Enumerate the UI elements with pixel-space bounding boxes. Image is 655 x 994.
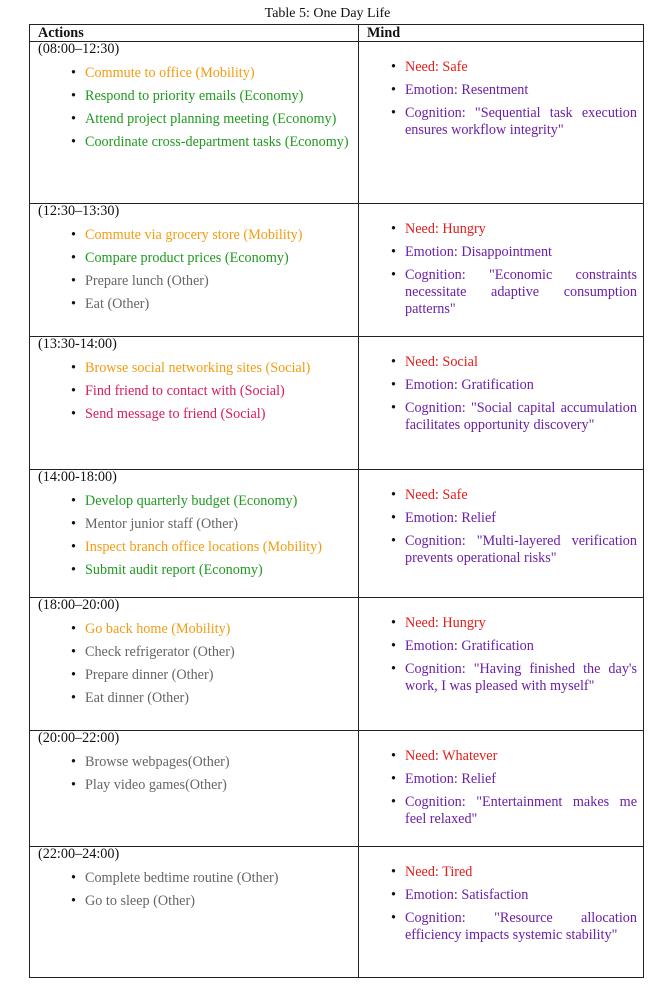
mind-list xyxy=(368,748,637,828)
action-list xyxy=(38,621,352,707)
cognition-item: • Cognition: "Having finished the day's work, I was pleased with myself" xyxy=(405,661,637,695)
action-item: • Complete bedtime routine (Other) xyxy=(85,870,352,887)
mind-cell xyxy=(359,598,644,731)
mind-cell xyxy=(359,337,644,470)
mind-header: Mind xyxy=(359,25,644,42)
action-list xyxy=(38,493,352,579)
time-range: (13:30-14:00) xyxy=(38,336,117,352)
table-row xyxy=(30,847,644,978)
need-item: • Need: Whatever xyxy=(405,748,637,765)
action-item: • Coordinate cross-department tasks (Economy) xyxy=(85,134,352,151)
emotion-item: • Emotion: Resentment xyxy=(405,82,637,99)
action-list xyxy=(38,870,352,910)
action-item: • Develop quarterly budget (Economy) xyxy=(85,493,352,510)
time-range: (22:00–24:00) xyxy=(38,846,120,862)
action-item: • Browse webpages(Other) xyxy=(85,754,352,771)
action-item: • Compare product prices (Economy) xyxy=(85,250,352,267)
cognition-item: • Cognition: "Social capital accumulation facilitates opportunity discovery" xyxy=(405,400,637,434)
action-item: • Submit audit report (Economy) xyxy=(85,562,352,579)
emotion-item: • Emotion: Gratification xyxy=(405,377,637,394)
cognition-item: • Cognition: "Resource allocation efficiency impacts systemic stability" xyxy=(405,910,637,944)
time-range: (20:00–22:00) xyxy=(38,730,120,746)
action-item: • Attend project planning meeting (Economy) xyxy=(85,111,352,128)
need-item: • Need: Safe xyxy=(405,59,637,76)
table-row xyxy=(30,470,644,598)
mind-list xyxy=(368,59,637,139)
action-item: • Mentor junior staff (Other) xyxy=(85,516,352,533)
mind-cell xyxy=(359,847,644,978)
mind-list xyxy=(368,221,637,318)
one-day-life-table xyxy=(29,24,644,978)
emotion-item: • Emotion: Disappointment xyxy=(405,244,637,261)
action-item: • Play video games(Other) xyxy=(85,777,352,794)
need-item: • Need: Hungry xyxy=(405,615,637,632)
mind-list xyxy=(368,487,637,567)
action-item: • Respond to priority emails (Economy) xyxy=(85,88,352,105)
table-caption: Table 5: One Day Life xyxy=(264,6,391,21)
time-range: (14:00-18:00) xyxy=(38,469,117,485)
action-list xyxy=(38,65,352,151)
action-item: • Find friend to contact with (Social) xyxy=(85,383,352,400)
action-item: • Prepare dinner (Other) xyxy=(85,667,352,684)
action-item: • Eat (Other) xyxy=(85,296,352,313)
need-item: • Need: Safe xyxy=(405,487,637,504)
emotion-item: • Emotion: Relief xyxy=(405,771,637,788)
actions-cell xyxy=(30,731,359,847)
actions-cell xyxy=(30,42,359,204)
cognition-item: • Cognition: "Sequential task execution ensures workflow integrity" xyxy=(405,105,637,139)
mind-cell xyxy=(359,731,644,847)
table-row xyxy=(30,598,644,731)
actions-cell xyxy=(30,470,359,598)
time-range: (18:00–20:00) xyxy=(38,597,120,613)
mind-list xyxy=(368,864,637,944)
table-body xyxy=(30,42,644,978)
need-item: • Need: Social xyxy=(405,354,637,371)
action-item: • Go to sleep (Other) xyxy=(85,893,352,910)
actions-cell xyxy=(30,204,359,337)
actions-cell xyxy=(30,337,359,470)
time-range: (12:30–13:30) xyxy=(38,203,120,219)
actions-cell xyxy=(30,847,359,978)
mind-cell xyxy=(359,204,644,337)
table-row xyxy=(30,731,644,847)
mind-cell xyxy=(359,470,644,598)
action-item: • Check refrigerator (Other) xyxy=(85,644,352,661)
need-item: • Need: Hungry xyxy=(405,221,637,238)
mind-list xyxy=(368,354,637,434)
action-item: • Inspect branch office locations (Mobility) xyxy=(85,539,352,556)
emotion-item: • Emotion: Gratification xyxy=(405,638,637,655)
emotion-item: • Emotion: Satisfaction xyxy=(405,887,637,904)
cognition-item: • Cognition: "Economic constraints necessitate adaptive consumption patterns" xyxy=(405,267,637,318)
cognition-item: • Cognition: "Multi-layered verification prevents operational risks" xyxy=(405,533,637,567)
table-row xyxy=(30,204,644,337)
action-item: • Commute via grocery store (Mobility) xyxy=(85,227,352,244)
header-row xyxy=(30,25,644,42)
action-list xyxy=(38,227,352,313)
action-item: • Prepare lunch (Other) xyxy=(85,273,352,290)
actions-header: Actions xyxy=(30,25,359,42)
mind-cell xyxy=(359,42,644,204)
action-item: • Send message to friend (Social) xyxy=(85,406,352,423)
action-item: • Commute to office (Mobility) xyxy=(85,65,352,82)
action-list xyxy=(38,754,352,794)
action-list xyxy=(38,360,352,423)
time-range: (08:00–12:30) xyxy=(38,41,120,57)
table-row xyxy=(30,42,644,204)
need-item: • Need: Tired xyxy=(405,864,637,881)
action-item: • Browse social networking sites (Social) xyxy=(85,360,352,377)
emotion-item: • Emotion: Relief xyxy=(405,510,637,527)
mind-list xyxy=(368,615,637,695)
table-row xyxy=(30,337,644,470)
cognition-item: • Cognition: "Entertainment makes me feel relaxed" xyxy=(405,794,637,828)
actions-cell xyxy=(30,598,359,731)
action-item: • Eat dinner (Other) xyxy=(85,690,352,707)
action-item: • Go back home (Mobility) xyxy=(85,621,352,638)
